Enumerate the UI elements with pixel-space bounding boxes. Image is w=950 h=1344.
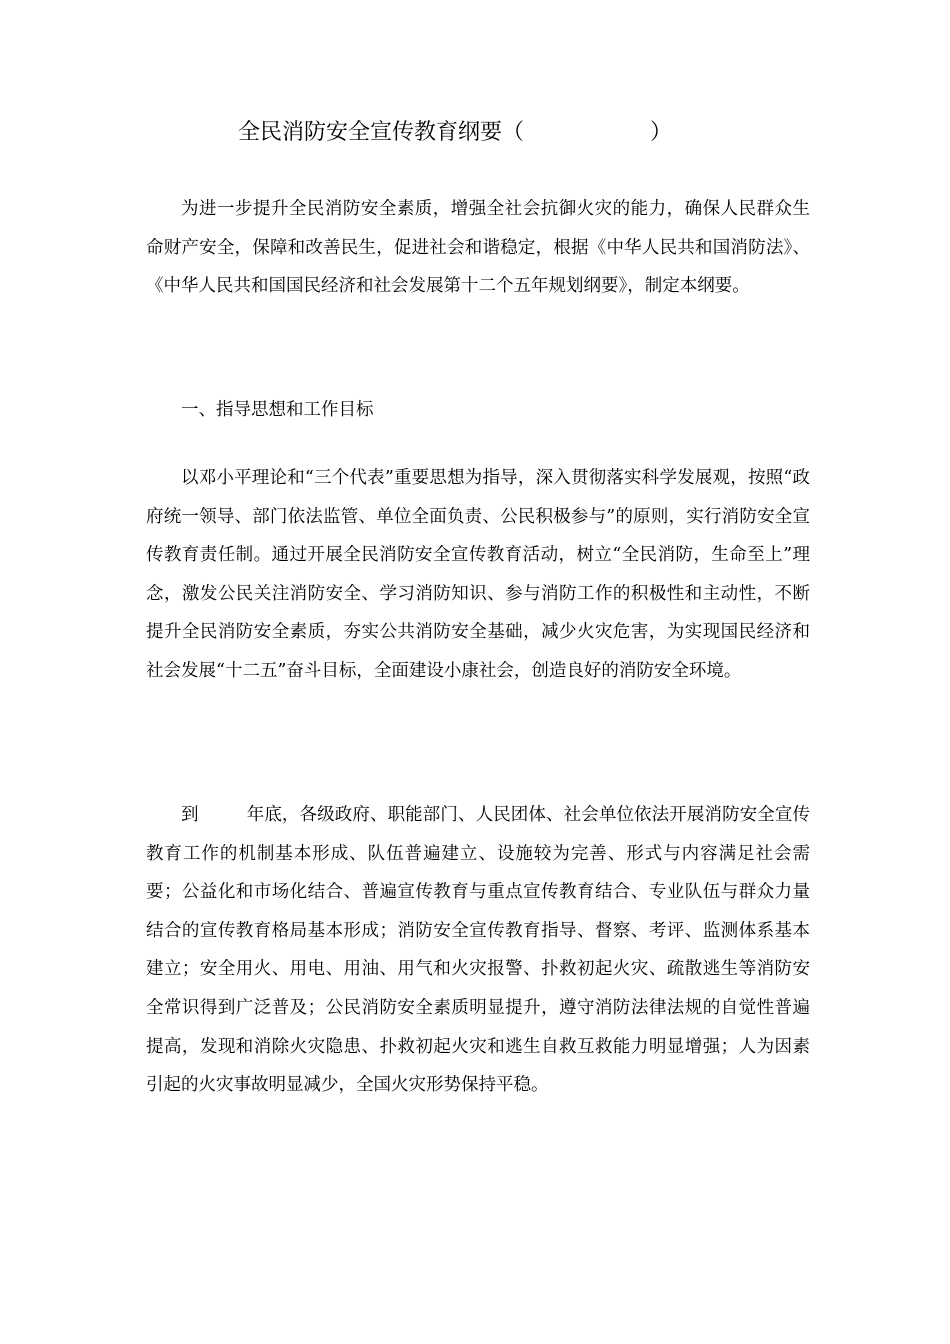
title-text: 全民消防安全宣传教育纲要（ — [238, 120, 525, 145]
goals-lead-text: 到 — [181, 805, 199, 825]
goals-body-text: 年底，各级政府、职能部门、人民团体、社会单位依法开展消防安全宣传教育工作的机制基本形成、队伍普遍建立、设施较为完善、形式与内容满足社会需要；公益化和市场化结合、普遍宣传教育与重点宣传教育结合、专业队伍与群众力量结合的宣传教育格局基本形成；消防安全宣传教育指导、督察、考评、监测体系基本建立；安全用火、用电、用油、用气和火灾报警、扑救初起火灾、疏散逃生等消防安全常识得到广泛普及；公民消防安全素质明显提升，遵守消防法律法规的自觉性普遍提高，发现和消除火灾隐患、扑救初起火灾和逃生自救互救能力明显增强；人为因素引起的火灾事故明显减少，全国火灾形势保持平稳。 — [146, 805, 811, 1096]
section-heading-1: 一、指导思想和工作目标 — [181, 400, 374, 420]
title-close-paren: ） — [650, 120, 673, 145]
guiding-principles-paragraph: 以邓小平理论和“三个代表”重要思想为指导，深入贯彻落实科学发展观，按照“政府统一领导、部门依法监管、单位全面负责、公民积极参与”的原则，实行消防安全宣传教育责任制。通过开展全民消防安全宣传教育活动，树立“全民消防，生命至上”理念，激发公民关注消防安全、学习消防知识、参与消防工作的积极性和主动性，不断提升全民消防安全素质，夯实公共消防安全基础，减少火灾危害，为实现国民经济和社会发展“十二五”奋斗目标，全面建设小康社会，创造良好的消防安全环境。 — [146, 468, 810, 681]
work-goals-paragraph — [146, 796, 810, 1105]
intro-paragraph: 为进一步提升全民消防安全素质，增强全社会抗御火灾的能力，确保人民群众生命财产安全，保障和改善民生，促进社会和谐稳定，根据《中华人民共和国消防法》、《中华人民共和国国民经济和社会发展第十二个五年规划纲要》，制定本纲要。 — [146, 199, 810, 297]
document-title — [238, 116, 718, 150]
